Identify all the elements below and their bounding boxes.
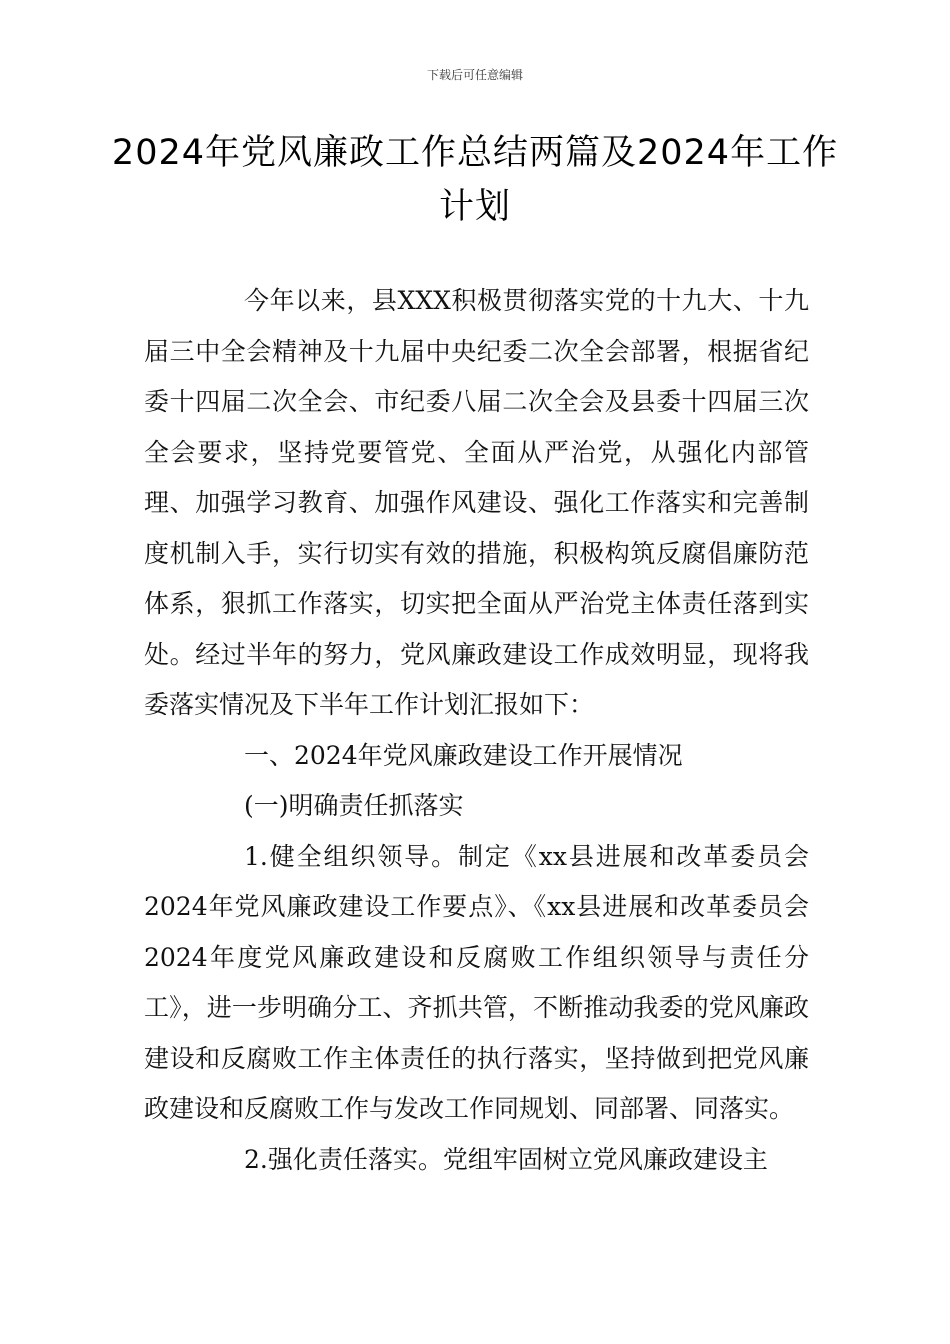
document-body	[144, 276, 809, 1185]
subsection-heading: (一)明确责任抓落实	[244, 791, 464, 820]
section-heading: 一、2024年党风廉政建设工作开展情况	[244, 740, 683, 770]
header-note: 下载后可任意编辑	[426, 68, 523, 82]
document-title: 2024年党风廉政工作总结两篇及2024年工作计划	[111, 133, 839, 227]
intro-paragraph: 今年以来，县XXX积极贯彻落实党的十九大、十九届三中全会精神及十九届中央纪委二次全会部署，根据省纪委十四届二次全会、市纪委八届二次全会及县委十四届三次全会要求，坚持党要管党、全面从严治党，从强化内部管理、加强学习教育、加强作风建设、强化工作落实和完善制度机制入手，实行切实有效的措施，积极构筑反腐倡廉防范体系，狠抓工作落实，切实把全面从严治党主体责任落到实处。经过半年的努力，党风廉政建设工作成效明显，现将我委落实情况及下半年工作计划汇报如下：	[144, 286, 809, 719]
item-paragraph-2: 2.强化责任落实。党组牢固树立党风廉政建设主	[244, 1144, 768, 1174]
item-paragraph-1: 1.健全组织领导。制定《xx县进展和改革委员会2024年党风廉政建设工作要点》、《xx县进展和改革委员会2024年度党风廉政建设和反腐败工作组织领导与责任分工》，进一步明确分工、齐抓共管，不断推动我委的党风廉政建设和反腐败工作主体责任的执行落实，坚持做到把党风廉政建设和反腐败工作与发改工作同规划、同部署、同落实。	[144, 841, 809, 1123]
